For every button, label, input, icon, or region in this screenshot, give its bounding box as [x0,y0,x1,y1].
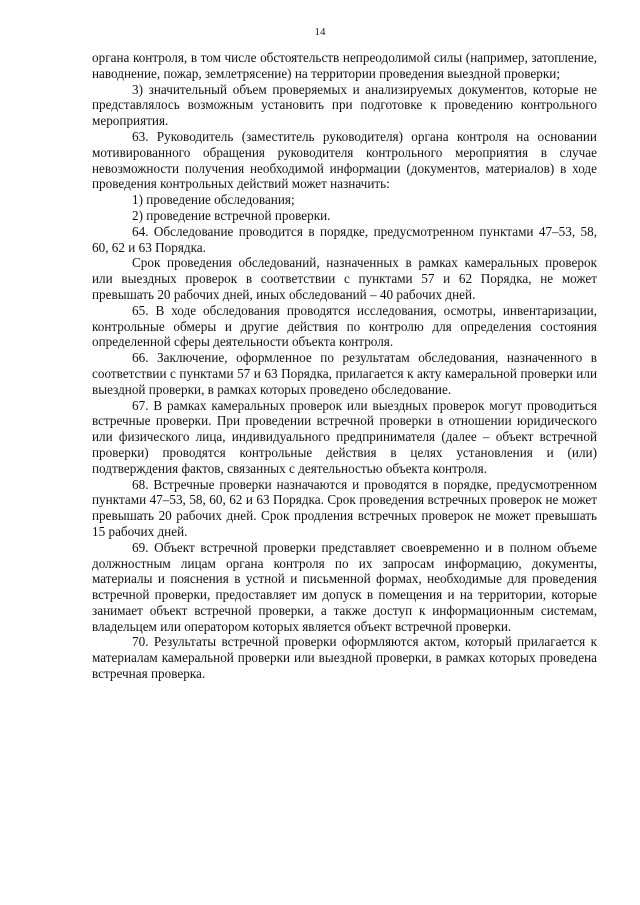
paragraph-subitem-3: 3) значительный объем проверяемых и анализируемых документов, которые не представлялось возможным установить при подготовке к проведению контрольного мероприятия. [92,81,597,129]
paragraph-65: 65. В ходе обследования проводятся исследования, осмотры, инвентаризации, контрольные обмеры и другие действия по контролю для определения состояния определенной сферы деятельности объекта контроля. [92,302,597,350]
paragraph-63-item-1: 1) проведение обследования; [132,192,295,208]
paragraph-63: 63. Руководитель (заместитель руководителя) органа контроля на основании мотивированного обращения руководителя контрольного мероприятия в случае невозможности получения необходимой информации (документов, материалов) в ходе проведения контрольных действий может назначить: [92,128,597,192]
paragraph-66: 66. Заключение, оформленное по результатам обследования, назначенного в соответствии с пунктами 57 и 63 Порядка, прилагается к акту камеральной проверки или выездной проверки, в рамках которых проведено обследование. [92,350,597,397]
paragraph-63-item-2: 2) проведение встречной проверки. [132,207,331,223]
paragraph-69: 69. Объект встречной проверки представляет своевременно и в полном объеме должностным лицам органа контроля по их запросам информацию, документы, материалы и пояснения в устной и письменной формах, необходимые для проведения встречной проверки, предоставляет им допуск в помещения и на территории, которые занимает объект встречной проверки, а также доступ к информационным системам, владельцем или оператором которых является объект встречной проверки. [92,539,597,634]
document-body [92,50,597,682]
paragraph-64-term: Срок проведения обследований, назначенных в рамках камеральных проверок или выездных проверок в соответствии с пунктами 57 и 62 Порядка, не может превышать 20 рабочих дней, иных обследований – 40 рабочих дней. [92,255,597,302]
paragraph-67: 67. В рамках камеральных проверок или выездных проверок могут проводиться встречные проверки. При проведении встречной проверки в отношении юридического или физического лица, индивидуального предпринимателя (далее – объект встречной проверки) проводятся контрольные действия в целях установления и (или) подтверждения фактов, связанных с деятельностью объекта контроля. [92,397,597,476]
paragraph-continuation: органа контроля, в том числе обстоятельств непреодолимой силы (например, затопление, наводнение, пожар, землетрясение) на территории проведения выездной проверки; [92,50,597,81]
paragraph-70: 70. Результаты встречной проверки оформляются актом, который прилагается к материалам камеральной проверки или выездной проверки, в рамках которых проведена встречная проверка. [92,634,597,682]
page-number: 14 [314,26,326,38]
paragraph-64: 64. Обследование проводится в порядке, предусмотренном пунктами 47–53, 58, 60, 62 и 63 Порядка. [92,223,597,255]
paragraph-68: 68. Встречные проверки назначаются и проводятся в порядке, предусмотренном пунктами 47–53, 58, 60, 62 и 63 Порядка. Срок проведения встречных проверок не может превышать 20 рабочих дней. Срок продления встречных проверок не может превышать 15 рабочих дней. [92,476,597,539]
